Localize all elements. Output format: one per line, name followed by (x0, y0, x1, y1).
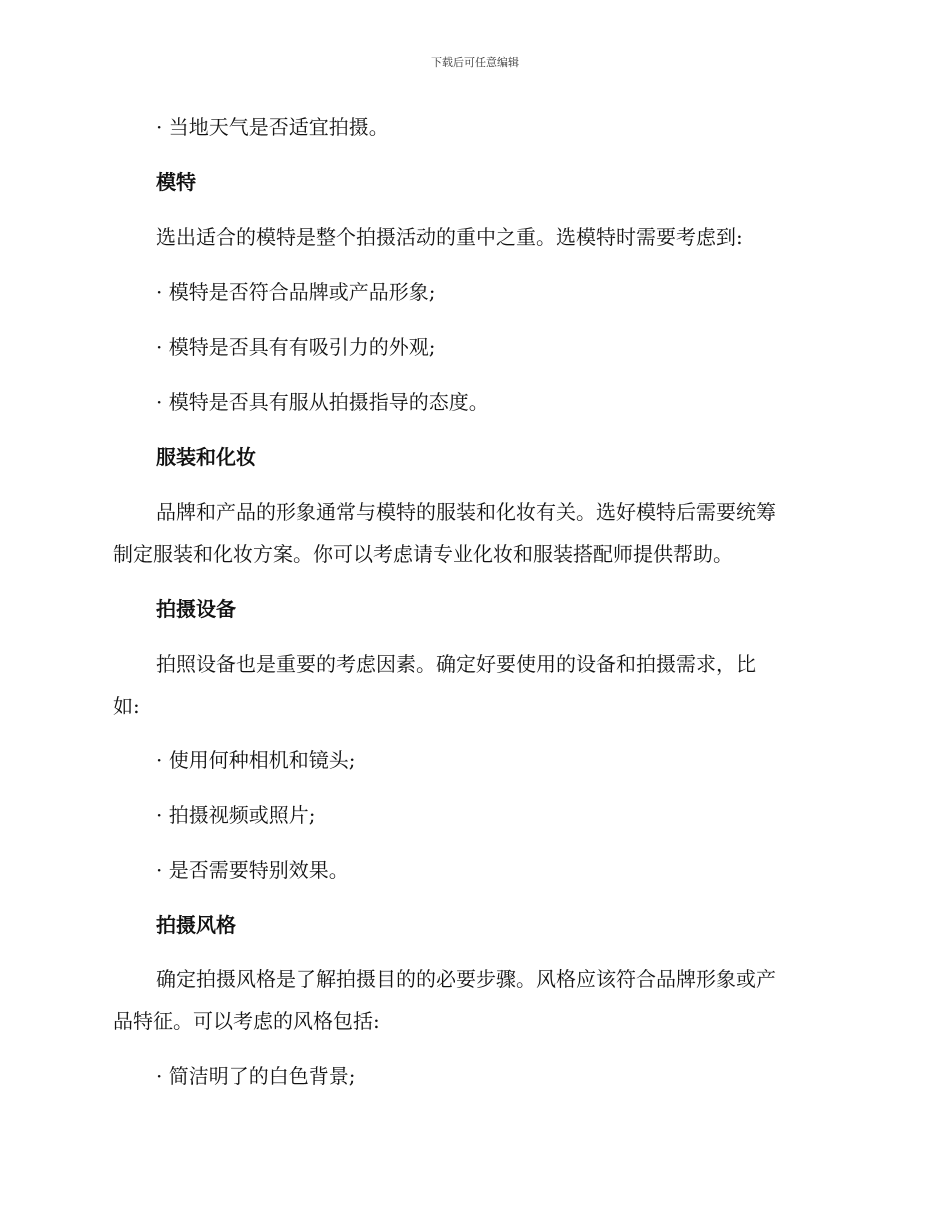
bullet-item: · 当地天气是否适宜拍摄。 (156, 115, 389, 139)
paragraph-line: 确定拍摄风格是了解拍摄目的的必要步骤。风格应该符合品牌形象或产 (156, 967, 776, 991)
paragraph-line: 品牌和产品的形象通常与模特的服装和化妆有关。选好模特后需要统筹 (156, 500, 776, 524)
bullet-item: · 简洁明了的白色背景; (156, 1064, 356, 1088)
bullet-item: · 拍摄视频或照片; (156, 803, 316, 827)
paragraph-line: 品特征。可以考虑的风格包括: (113, 1009, 380, 1033)
paragraph-line: 选出适合的模特是整个拍摄活动的重中之重。选模特时需要考虑到: (156, 225, 743, 249)
page-header: 下载后可任意编辑 (431, 56, 519, 69)
bullet-item: · 使用何种相机和镜头; (156, 748, 356, 772)
section-heading: 服装和化妆 (156, 445, 256, 469)
bullet-item: · 模特是否具有服从拍摄指导的态度。 (156, 390, 489, 414)
section-heading: 拍摄设备 (156, 597, 236, 621)
paragraph-line: 拍照设备也是重要的考虑因素。确定好要使用的设备和拍摄需求，比 (156, 652, 756, 676)
section-heading: 模特 (156, 170, 196, 194)
bullet-item: · 模特是否符合品牌或产品形象; (156, 280, 436, 304)
paragraph-line: 如: (113, 694, 140, 718)
bullet-item: · 模特是否具有有吸引力的外观; (156, 335, 436, 359)
paragraph-line: 制定服装和化妆方案。你可以考虑请专业化妆和服装搭配师提供帮助。 (113, 542, 733, 566)
bullet-item: · 是否需要特别效果。 (156, 858, 349, 882)
section-heading: 拍摄风格 (156, 913, 236, 937)
